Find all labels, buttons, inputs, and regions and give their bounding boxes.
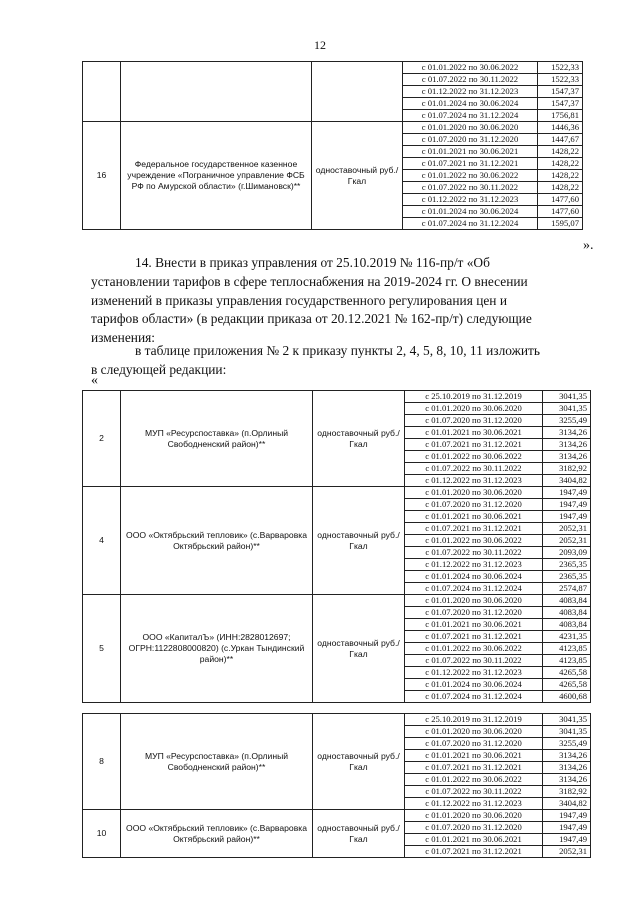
table-row <box>83 714 591 726</box>
period-cell: с 01.01.2024 по 30.06.2024 <box>403 98 538 110</box>
tariff-value-cell: 3134,26 <box>543 451 591 463</box>
tariff-value-cell: 2574,87 <box>543 583 591 595</box>
period-cell: с 01.07.2022 по 30.11.2022 <box>405 547 543 559</box>
period-cell: с 25.10.2019 по 31.12.2019 <box>405 391 543 403</box>
tariff-value-cell: 3041,35 <box>543 403 591 415</box>
period-cell: с 01.01.2021 по 30.06.2021 <box>405 834 543 846</box>
page-number: 12 <box>314 38 326 52</box>
row-number: 8 <box>83 714 121 810</box>
period-cell: с 01.07.2021 по 31.12.2021 <box>405 523 543 535</box>
period-cell: с 25.10.2019 по 31.12.2019 <box>405 714 543 726</box>
period-cell: с 01.12.2022 по 31.12.2023 <box>405 559 543 571</box>
tariff-unit: одноставочный руб./Гкал <box>313 595 405 703</box>
tariff-value-cell: 3404,82 <box>543 798 591 810</box>
tariff-value-cell: 1428,22 <box>538 158 583 170</box>
closing-quote: ». <box>583 238 594 253</box>
paragraph-line: в следующей редакции: <box>91 361 227 377</box>
period-cell: с 01.01.2024 по 30.06.2024 <box>405 679 543 691</box>
table-row <box>83 487 591 499</box>
period-cell: с 01.07.2024 по 31.12.2024 <box>403 110 538 122</box>
period-cell: с 01.07.2022 по 30.11.2022 <box>405 655 543 667</box>
tariff-value-cell: 1477,60 <box>538 194 583 206</box>
tariff-value-cell: 1522,33 <box>538 62 583 74</box>
paragraph-line: 14. Внести в приказ управления от 25.10.2019 № 116-пр/т «Об <box>135 255 490 270</box>
tariff-value-cell: 3041,35 <box>543 391 591 403</box>
tariff-value-cell: 3134,26 <box>543 750 591 762</box>
organization-name: ООО «Октябрьский тепловик» (с.Варваровка Октябрьский район)** <box>121 487 313 595</box>
period-cell: с 01.01.2022 по 30.06.2022 <box>403 170 538 182</box>
table-row <box>83 62 583 74</box>
period-cell: с 01.07.2024 по 31.12.2024 <box>405 583 543 595</box>
tariff-value-cell: 1947,49 <box>543 511 591 523</box>
row-number: 5 <box>83 595 121 703</box>
tariff-table-middle <box>82 390 591 703</box>
tariff-value-cell: 2365,35 <box>543 559 591 571</box>
organization-name: МУП «Ресурспоставка» (п.Орлиный Свободненский район)** <box>121 391 313 487</box>
period-cell: с 01.01.2020 по 30.06.2020 <box>403 122 538 134</box>
tariff-value-cell: 4083,84 <box>543 607 591 619</box>
tariff-unit: одноставочный руб./Гкал <box>312 122 403 230</box>
period-cell: с 01.07.2024 по 31.12.2024 <box>405 691 543 703</box>
tariff-value-cell: 1477,60 <box>538 206 583 218</box>
period-cell: с 01.07.2021 по 31.12.2021 <box>405 762 543 774</box>
period-cell: с 01.07.2021 по 31.12.2021 <box>405 846 543 858</box>
period-cell: с 01.01.2022 по 30.06.2022 <box>403 62 538 74</box>
tariff-value-cell: 2052,31 <box>543 535 591 547</box>
period-cell: с 01.07.2024 по 31.12.2024 <box>403 218 538 230</box>
tariff-value-cell: 1595,07 <box>538 218 583 230</box>
paragraph-table-note <box>91 342 601 380</box>
row-number: 2 <box>83 391 121 487</box>
period-cell: с 01.07.2022 по 30.11.2022 <box>405 463 543 475</box>
period-cell: с 01.01.2020 по 30.06.2020 <box>405 487 543 499</box>
tariff-value-cell: 1447,67 <box>538 134 583 146</box>
tariff-value-cell: 2052,31 <box>543 523 591 535</box>
tariff-value-cell: 1756,81 <box>538 110 583 122</box>
opening-quote: « <box>91 373 98 388</box>
period-cell: с 01.01.2020 по 30.06.2020 <box>405 810 543 822</box>
period-cell: с 01.01.2021 по 30.06.2021 <box>405 750 543 762</box>
tariff-value-cell: 2093,09 <box>543 547 591 559</box>
paragraph-line: в таблице приложения № 2 к приказу пункты 2, 4, 5, 8, 10, 11 изложить <box>135 343 541 358</box>
organization-name <box>121 62 312 122</box>
period-cell: с 01.12.2022 по 31.12.2023 <box>403 194 538 206</box>
row-number: 4 <box>83 487 121 595</box>
tariff-value-cell: 1947,49 <box>543 487 591 499</box>
organization-name: ООО «КапиталЪ» (ИНН:2828012697; ОГРН:1122808000820) (с.Уркан Тындинский район)** <box>121 595 313 703</box>
organization-name: МУП «Ресурспоставка» (п.Орлиный Свободненский район)** <box>121 714 313 810</box>
tariff-table-top <box>82 61 583 230</box>
row-number <box>83 62 121 122</box>
tariff-value-cell: 3134,26 <box>543 762 591 774</box>
tariff-value-cell: 1446,36 <box>538 122 583 134</box>
tariff-value-cell: 3041,35 <box>543 726 591 738</box>
row-number: 10 <box>83 810 121 858</box>
tariff-value-cell: 3134,26 <box>543 439 591 451</box>
tariff-value-cell: 3041,35 <box>543 714 591 726</box>
organization-name: ООО «Октябрьский тепловик» (с.Варваровка Октябрьский район)** <box>121 810 313 858</box>
period-cell: с 01.12.2022 по 31.12.2023 <box>405 667 543 679</box>
tariff-value-cell: 1947,49 <box>543 834 591 846</box>
table-row <box>83 810 591 822</box>
period-cell: с 01.12.2022 по 31.12.2023 <box>405 475 543 487</box>
tariff-value-cell: 3182,92 <box>543 786 591 798</box>
tariff-value-cell: 3134,26 <box>543 427 591 439</box>
period-cell: с 01.07.2020 по 31.12.2020 <box>405 415 543 427</box>
tariff-value-cell: 1428,22 <box>538 182 583 194</box>
period-cell: с 01.07.2021 по 31.12.2021 <box>405 631 543 643</box>
period-cell: с 01.01.2021 по 30.06.2021 <box>405 619 543 631</box>
period-cell: с 01.01.2022 по 30.06.2022 <box>405 535 543 547</box>
period-cell: с 01.01.2020 по 30.06.2020 <box>405 726 543 738</box>
table-row <box>83 391 591 403</box>
paragraph-line: тарифов области» (в редакции приказа от 20.12.2021 № 162-пр/т) следующие <box>91 311 532 327</box>
period-cell: с 01.07.2022 по 30.11.2022 <box>403 74 538 86</box>
tariff-value-cell: 3255,49 <box>543 415 591 427</box>
period-cell: с 01.12.2022 по 31.12.2023 <box>403 86 538 98</box>
period-cell: с 01.01.2022 по 30.06.2022 <box>405 451 543 463</box>
period-cell: с 01.07.2021 по 31.12.2021 <box>403 158 538 170</box>
tariff-value-cell: 1428,22 <box>538 170 583 182</box>
paragraph-line: изменений в приказы управления государственного регулирования цен и <box>91 292 507 308</box>
paragraph-item-14 <box>91 254 601 348</box>
table-row <box>83 122 583 134</box>
period-cell: с 01.07.2020 по 31.12.2020 <box>405 738 543 750</box>
tariff-value-cell: 1547,37 <box>538 98 583 110</box>
tariff-value-cell: 2365,35 <box>543 571 591 583</box>
period-cell: с 01.07.2020 по 31.12.2020 <box>405 822 543 834</box>
period-cell: с 01.01.2021 по 30.06.2021 <box>405 511 543 523</box>
tariff-value-cell: 4265,58 <box>543 679 591 691</box>
period-cell: с 01.01.2021 по 30.06.2021 <box>403 146 538 158</box>
period-cell: с 01.01.2024 по 30.06.2024 <box>403 206 538 218</box>
tariff-value-cell: 4083,84 <box>543 595 591 607</box>
period-cell: с 01.07.2021 по 31.12.2021 <box>405 439 543 451</box>
table-row <box>83 595 591 607</box>
tariff-value-cell: 2052,31 <box>543 846 591 858</box>
period-cell: с 01.01.2022 по 30.06.2022 <box>405 774 543 786</box>
tariff-unit: одноставочный руб./Гкал <box>313 487 405 595</box>
period-cell: с 01.01.2020 по 30.06.2020 <box>405 595 543 607</box>
period-cell: с 01.07.2020 по 31.12.2020 <box>403 134 538 146</box>
tariff-value-cell: 1947,49 <box>543 810 591 822</box>
row-number: 16 <box>83 122 121 230</box>
tariff-value-cell: 4083,84 <box>543 619 591 631</box>
tariff-value-cell: 4123,85 <box>543 643 591 655</box>
period-cell: с 01.01.2024 по 30.06.2024 <box>405 571 543 583</box>
tariff-value-cell: 3404,82 <box>543 475 591 487</box>
tariff-unit <box>312 62 403 122</box>
tariff-value-cell: 3134,26 <box>543 774 591 786</box>
period-cell: с 01.01.2020 по 30.06.2020 <box>405 403 543 415</box>
tariff-value-cell: 1947,49 <box>543 822 591 834</box>
tariff-value-cell: 3182,92 <box>543 463 591 475</box>
paragraph-line: изменения: <box>91 330 156 346</box>
tariff-value-cell: 4231,35 <box>543 631 591 643</box>
period-cell: с 01.07.2022 по 30.11.2022 <box>403 182 538 194</box>
organization-name: Федеральное государственное казенное учреждение «Пограничное управление ФСБ РФ по Амурской области» (г.Шимановск)** <box>121 122 312 230</box>
tariff-value-cell: 3255,49 <box>543 738 591 750</box>
period-cell: с 01.01.2022 по 30.06.2022 <box>405 643 543 655</box>
paragraph-line: установлении тарифов в сфере теплоснабжения на 2019-2024 гг. О внесении <box>91 273 528 289</box>
period-cell: с 01.07.2022 по 30.11.2022 <box>405 786 543 798</box>
tariff-value-cell: 1547,37 <box>538 86 583 98</box>
tariff-value-cell: 1522,33 <box>538 74 583 86</box>
period-cell: с 01.12.2022 по 31.12.2023 <box>405 798 543 810</box>
tariff-table-bottom <box>82 713 591 858</box>
tariff-value-cell: 4123,85 <box>543 655 591 667</box>
tariff-unit: одноставочный руб./Гкал <box>313 714 405 810</box>
tariff-value-cell: 4265,58 <box>543 667 591 679</box>
tariff-value-cell: 1947,49 <box>543 499 591 511</box>
tariff-value-cell: 4600,68 <box>543 691 591 703</box>
tariff-value-cell: 1428,22 <box>538 146 583 158</box>
period-cell: с 01.07.2020 по 31.12.2020 <box>405 607 543 619</box>
period-cell: с 01.01.2021 по 30.06.2021 <box>405 427 543 439</box>
tariff-unit: одноставочный руб./Гкал <box>313 810 405 858</box>
period-cell: с 01.07.2020 по 31.12.2020 <box>405 499 543 511</box>
tariff-unit: одноставочный руб./Гкал <box>313 391 405 487</box>
